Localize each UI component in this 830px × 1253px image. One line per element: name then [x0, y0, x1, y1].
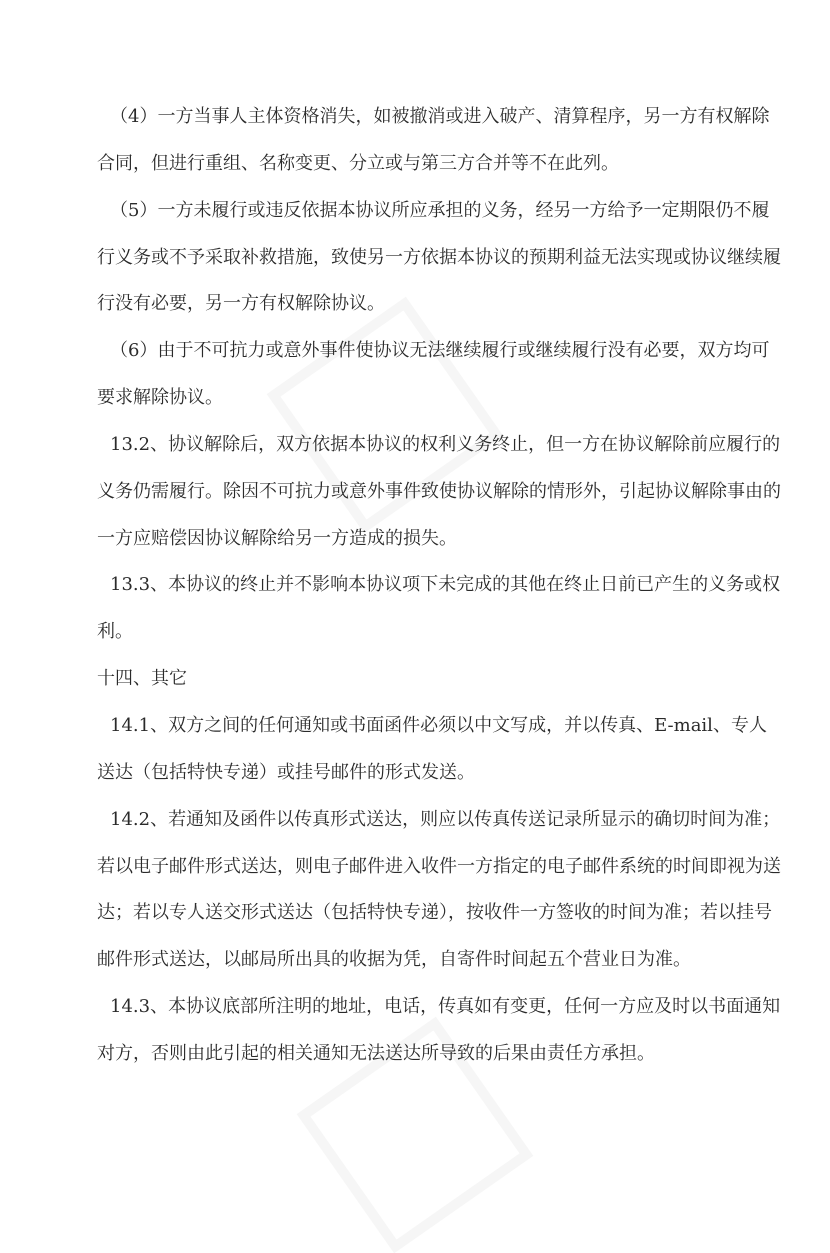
text-line: 合同，但进行重组、名称变更、分立或与第三方合并等不在此列。: [97, 152, 619, 174]
text-line: 14.3、本协议底部所注明的地址，电话，传真如有变更，任何一方应及时以书面通知: [110, 996, 781, 1018]
text-line: 送达（包括特快专递）或挂号邮件的形式发送。: [97, 761, 475, 783]
text-line: 义务仍需履行。除因不可抗力或意外事件致使协议解除的情形外，引起协议解除事由的: [97, 480, 781, 502]
text-line: 对方，否则由此引起的相关通知无法送达所导致的后果由责任方承担。: [97, 1042, 655, 1064]
text-line: 13.2、协议解除后，双方依据本协议的权利义务终止，但一方在协议解除前应履行的: [110, 433, 781, 455]
text-line: 行没有必要，另一方有权解除协议。: [97, 293, 385, 315]
text-line: 十四、其它: [97, 668, 187, 690]
paragraph: [97, 797, 781, 984]
text-line: 若以电子邮件形式送达，则电子邮件进入收件一方指定的电子邮件系统的时间即视为送: [97, 855, 781, 877]
section-heading: [97, 656, 745, 703]
paragraph: [97, 188, 781, 329]
paragraph: [97, 984, 781, 1078]
text-line: （5）一方未履行或违反依据本协议所应承担的义务，经另一方给予一定期限仍不履: [110, 199, 770, 221]
text-line: 利。: [97, 621, 133, 643]
paragraph: [97, 703, 767, 797]
text-line: 14.1、双方之间的任何通知或书面函件必须以中文写成，并以传真、E-mail、专人: [110, 714, 767, 736]
text-line: 一方应赔偿因协议解除给另一方造成的损失。: [97, 527, 457, 549]
text-line: 要求解除协议。: [97, 387, 223, 409]
paragraph: [97, 328, 770, 422]
text-line: 邮件形式送达，以邮局所出具的收据为凭，自寄件时间起五个营业日为准。: [97, 949, 691, 971]
text-line: 达；若以专人送交形式送达（包括特快专递），按收件一方签收的时间为准；若以挂号: [97, 902, 772, 924]
paragraph: [97, 562, 781, 656]
text-line: 14.2、若通知及函件以传真形式送达，则应以传真传送记录所显示的确切时间为准；: [110, 808, 781, 830]
text-line: 13.3、本协议的终止并不影响本协议项下未完成的其他在终止日前已产生的义务或权: [110, 574, 781, 596]
document-body: [97, 94, 781, 1078]
text-line: 行义务或不予采取补救措施，致使另一方依据本协议的预期利益无法实现或协议继续履: [97, 246, 781, 268]
paragraph: [97, 422, 781, 563]
paragraph: [97, 94, 770, 188]
text-line: （4）一方当事人主体资格消失，如被撤消或进入破产、清算程序，另一方有权解除: [110, 106, 770, 127]
text-line: （6）由于不可抗力或意外事件使协议无法继续履行或继续履行没有必要，双方均可: [110, 340, 770, 362]
